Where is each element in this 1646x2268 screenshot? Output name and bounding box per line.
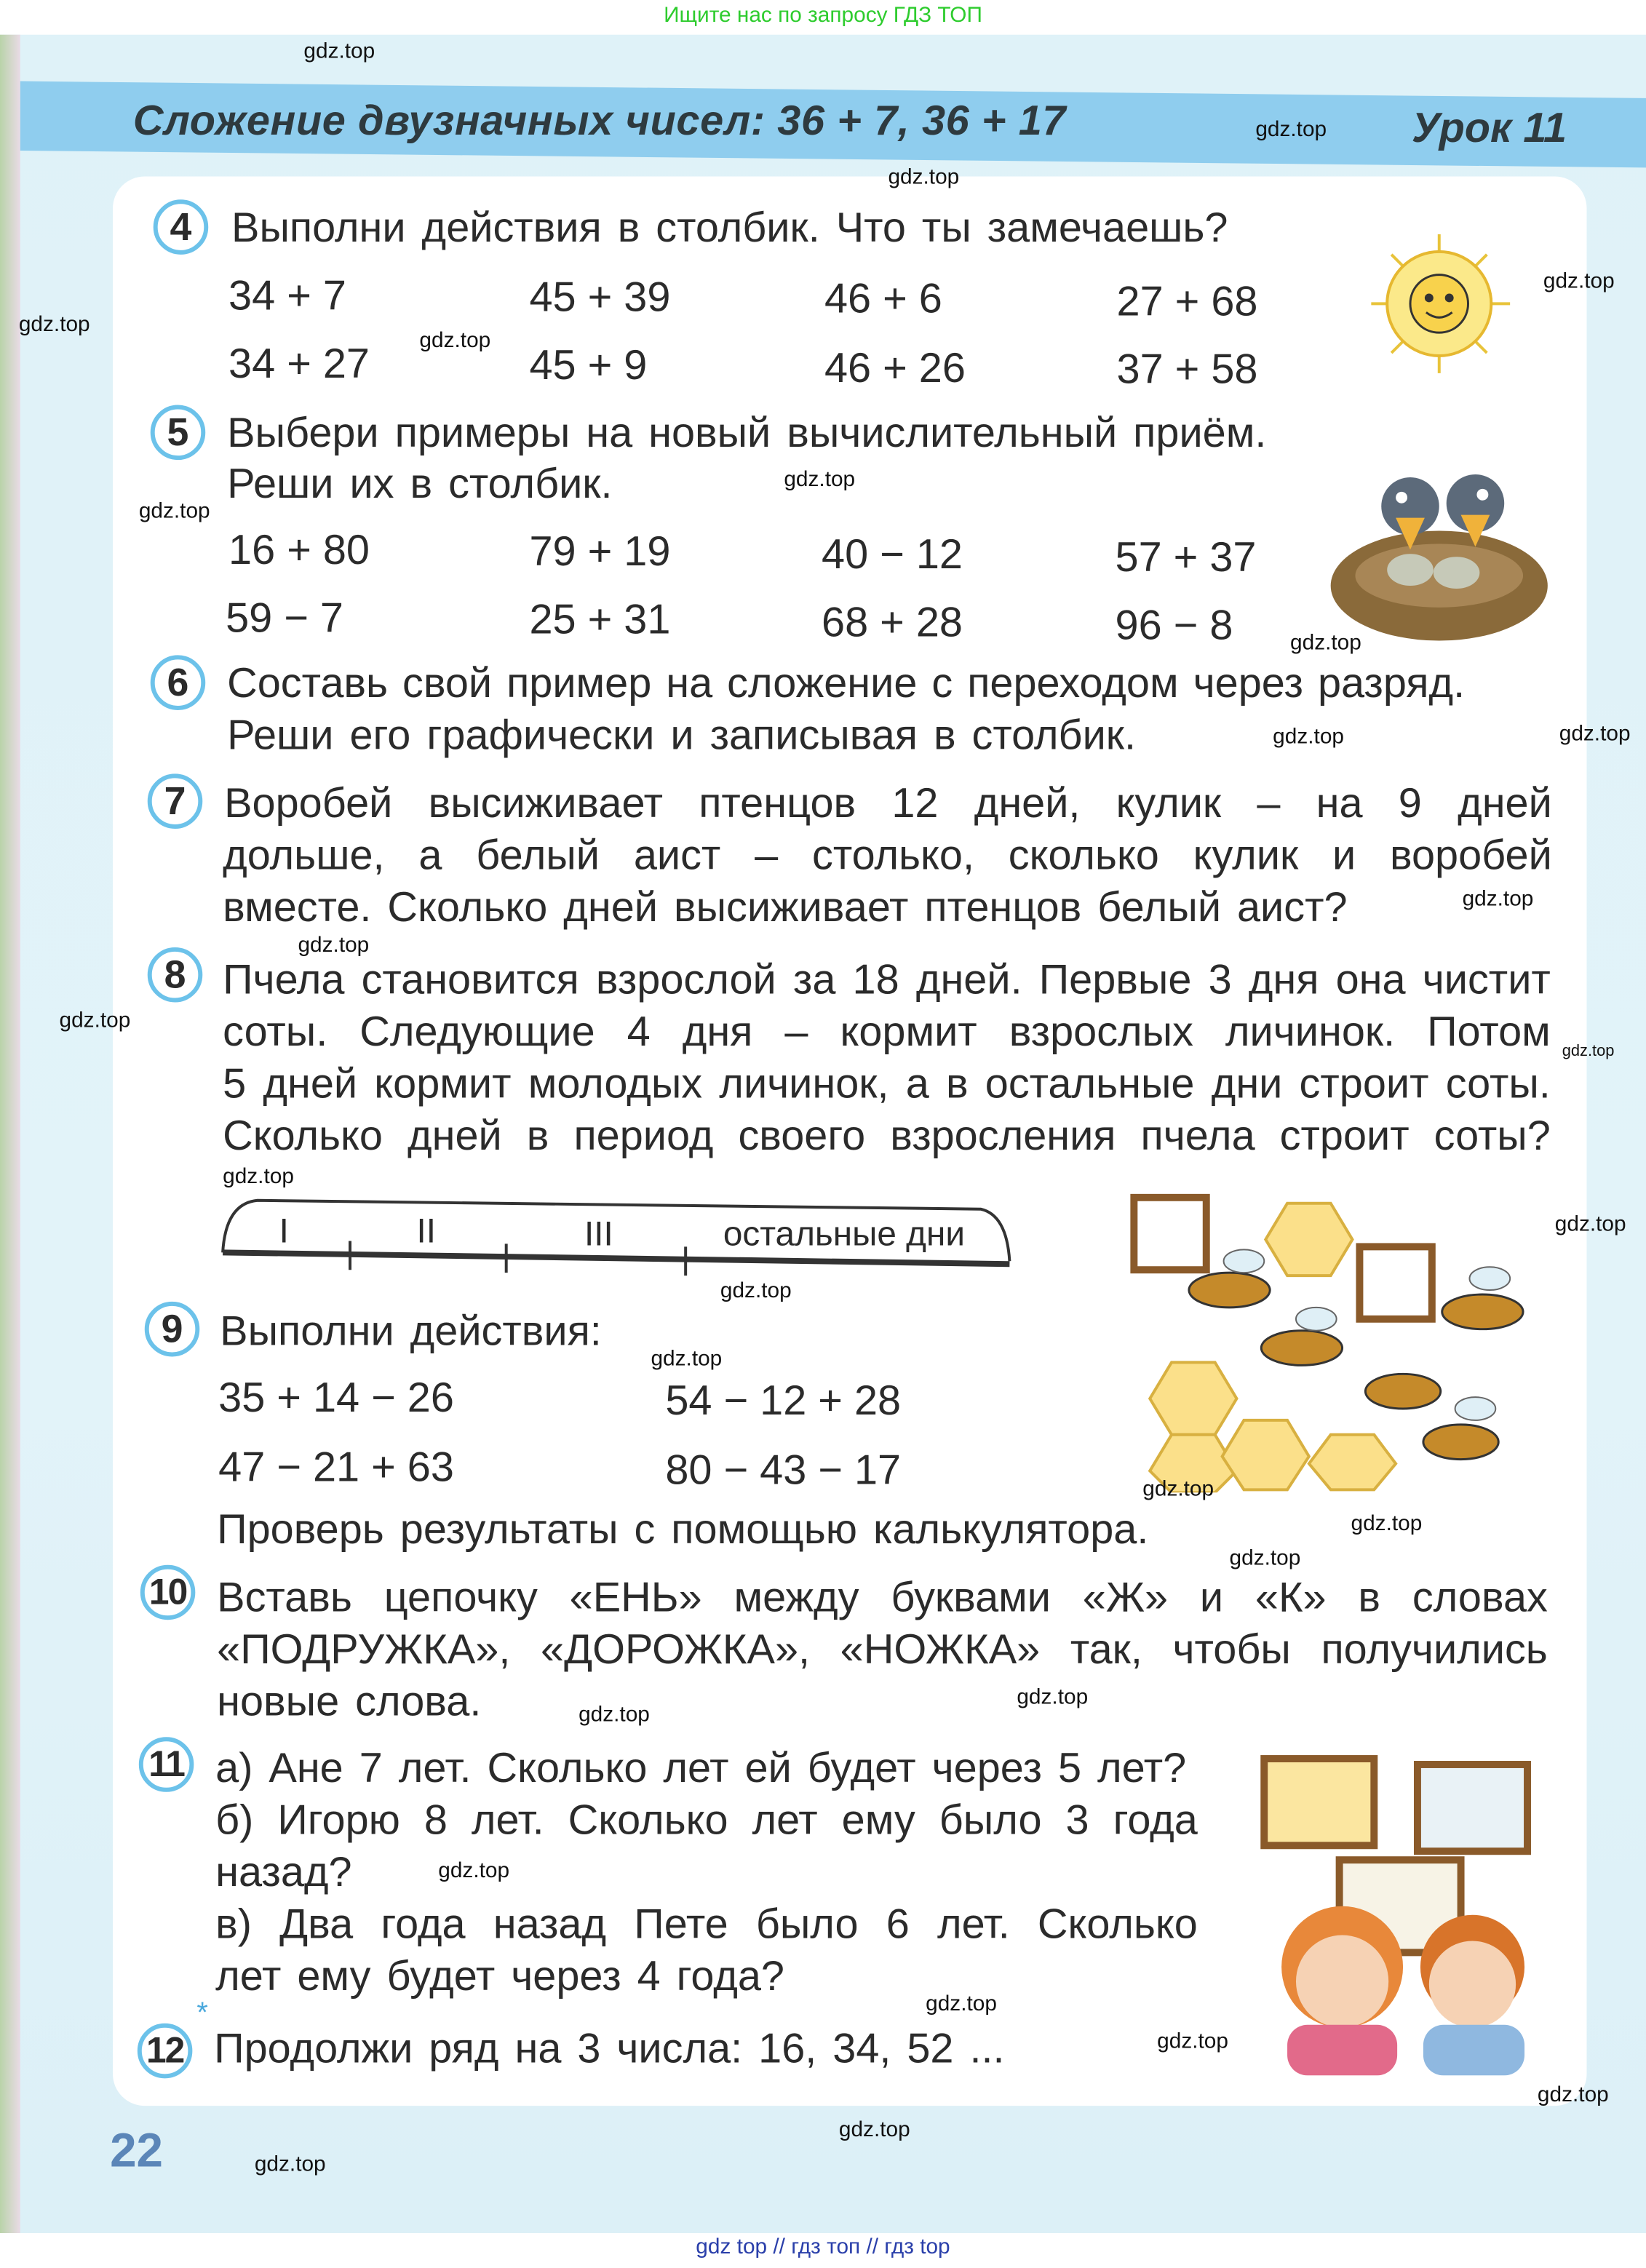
watermark: gdz.top	[1255, 117, 1327, 142]
lesson-title: Сложение двузначных чисел: 36 + 7, 36 + 17	[132, 98, 1067, 145]
segment-label-2: II	[416, 1211, 436, 1252]
example: 46 + 26	[824, 346, 966, 392]
lesson-number: Урок 11	[1411, 106, 1567, 152]
task-11-text: лет ему будет через 4 года?	[215, 1954, 784, 2000]
example: 25 + 31	[529, 597, 671, 644]
example: 34 + 27	[228, 341, 370, 388]
example: 37 + 58	[1116, 347, 1258, 394]
task-10-text: «ПОДРУЖКА», «ДОРОЖКА», «НОЖКА» так, чтобы получились	[217, 1627, 1548, 1674]
watermark: gdz.top	[438, 1858, 510, 1883]
segment-label-rest: остальные дни	[723, 1214, 966, 1254]
task-10-text: новые слова.	[217, 1679, 482, 1726]
example: 96 − 8	[1115, 602, 1233, 650]
example: 79 + 19	[529, 529, 671, 576]
task-number-5: 5	[151, 405, 206, 461]
watermark: gdz.top	[651, 1346, 723, 1372]
task-11-text: б) Игорю 8 лет. Сколько лет ему было 3 года	[215, 1797, 1198, 1845]
task-8-text: Сколько дней в период своего взросления пчела строит соты?	[223, 1113, 1551, 1161]
example: 68 + 28	[822, 600, 963, 647]
watermark: gdz.top	[1273, 724, 1345, 749]
watermark: gdz.top	[1562, 1043, 1615, 1060]
example: 27 + 68	[1116, 279, 1258, 326]
task-8-text: соты. Следующие 4 дня – кормит взрослых личинок. Потом	[223, 1009, 1551, 1057]
task-7-text: вместе. Сколько дней высиживает птенцов белый аист?	[223, 885, 1348, 932]
task-number-10: 10	[140, 1565, 196, 1620]
task-9-note: Проверь результаты с помощью калькулятора.	[217, 1507, 1149, 1553]
task-7-text: дольше, а белый аист – столько, сколько кулик и воробей	[223, 832, 1552, 880]
task-8-text: Пчела становится взрослой за 18 дней. Первые 3 дня она чистит	[223, 957, 1551, 1004]
segment-label-3: III	[584, 1214, 613, 1254]
example: 34 + 7	[228, 273, 346, 320]
watermark: gdz.top	[784, 467, 856, 492]
task-number-4: 4	[154, 199, 209, 255]
watermark: gdz.top	[1554, 1211, 1626, 1237]
task-number-9: 9	[145, 1302, 200, 1357]
sun-illustration	[1359, 231, 1519, 376]
task-10-text: Вставь цепочку «ЕНЬ» между буквами «Ж» и «К» в словах	[217, 1575, 1548, 1622]
watermark: gdz.top	[888, 164, 960, 190]
task-number-6: 6	[151, 655, 206, 710]
example: 54 − 12 + 28	[665, 1378, 902, 1425]
watermark: gdz.top	[1559, 721, 1631, 747]
example: 80 − 43 − 17	[665, 1447, 902, 1495]
task-6-text: Реши его графически и записывая в столбик.	[227, 712, 1137, 760]
task-number-8: 8	[148, 947, 203, 1003]
task-5-text: Реши их в столбик.	[227, 461, 613, 508]
example: 57 + 37	[1115, 535, 1257, 582]
task-7-text: Воробей высиживает птенцов 12 дней, кулик – на 9 дней	[224, 781, 1552, 827]
task-12-text: Продолжи ряд на 3 числа: 16, 34, 52 ...	[214, 2026, 1005, 2073]
children-illustration	[1255, 1750, 1545, 2075]
task-4-text: Выполни действия в столбик. Что ты замечаешь?	[231, 205, 1228, 252]
task-11-text: назад?	[215, 1850, 352, 1896]
task-11-text: а) Ане 7 лет. Сколько лет ей будет через 5 лет?	[215, 1746, 1187, 1792]
example: 46 + 6	[824, 276, 942, 323]
watermark: gdz.top	[1462, 886, 1534, 912]
task-number-12: 12	[138, 2024, 193, 2079]
watermark: gdz.top	[1543, 268, 1615, 294]
task-number-7: 7	[148, 773, 203, 829]
task-number-11: 11	[139, 1737, 194, 1792]
watermark: gdz.top	[579, 1702, 650, 1727]
watermark: gdz.top	[138, 498, 210, 524]
task-8-text: 5 дней кормит молодых личинок, а в остальные дни строит соты.	[223, 1061, 1551, 1108]
watermark: gdz.top	[1351, 1511, 1423, 1536]
task-9-text: Выполни действия:	[220, 1308, 602, 1356]
segment-label-1: I	[279, 1211, 289, 1252]
watermark: gdz.top	[1157, 2029, 1228, 2054]
example: 16 + 80	[228, 528, 370, 575]
watermark: gdz.top	[303, 39, 375, 64]
task-11-text: в) Два года назад Пете было 6 лет. Сколько	[215, 1901, 1198, 1949]
watermark: gdz.top	[1537, 2082, 1609, 2108]
watermark: gdz.top	[223, 1164, 294, 1189]
watermark: gdz.top	[419, 328, 491, 353]
search-banner[interactable]: Ищите нас по запросу ГДЗ ТОП	[664, 2, 982, 28]
difficulty-star-icon: *	[196, 1997, 208, 2029]
watermark: gdz.top	[1017, 1684, 1089, 1710]
example: 59 − 7	[226, 595, 343, 642]
watermark: gdz.top	[720, 1278, 792, 1303]
bees-illustration	[1128, 1189, 1547, 1492]
watermark: gdz.top	[1290, 630, 1361, 656]
watermark: gdz.top	[1142, 1476, 1214, 1502]
footer-links[interactable]: gdz top // гдз топ // гдз top	[696, 2234, 950, 2259]
watermark: gdz.top	[18, 312, 90, 338]
task-6-text: Составь свой пример на сложение с переходом через разряд.	[227, 661, 1466, 707]
example: 47 − 21 + 63	[218, 1444, 454, 1492]
page-number: 22	[110, 2122, 164, 2177]
watermark: gdz.top	[926, 1992, 997, 2016]
example: 45 + 9	[529, 343, 648, 389]
watermark: gdz.top	[1229, 1545, 1301, 1571]
watermark: gdz.top	[298, 933, 370, 958]
task-5-text: Выбери примеры на новый вычислительный приём.	[227, 410, 1267, 458]
example: 35 + 14 − 26	[218, 1375, 454, 1422]
page-edge	[0, 35, 20, 2233]
watermark: gdz.top	[838, 2117, 910, 2142]
watermark: gdz.top	[59, 1008, 131, 1033]
example: 40 − 12	[822, 532, 963, 579]
example: 45 + 39	[529, 274, 671, 322]
birds-nest-illustration	[1324, 448, 1555, 650]
watermark: gdz.top	[254, 2152, 326, 2177]
